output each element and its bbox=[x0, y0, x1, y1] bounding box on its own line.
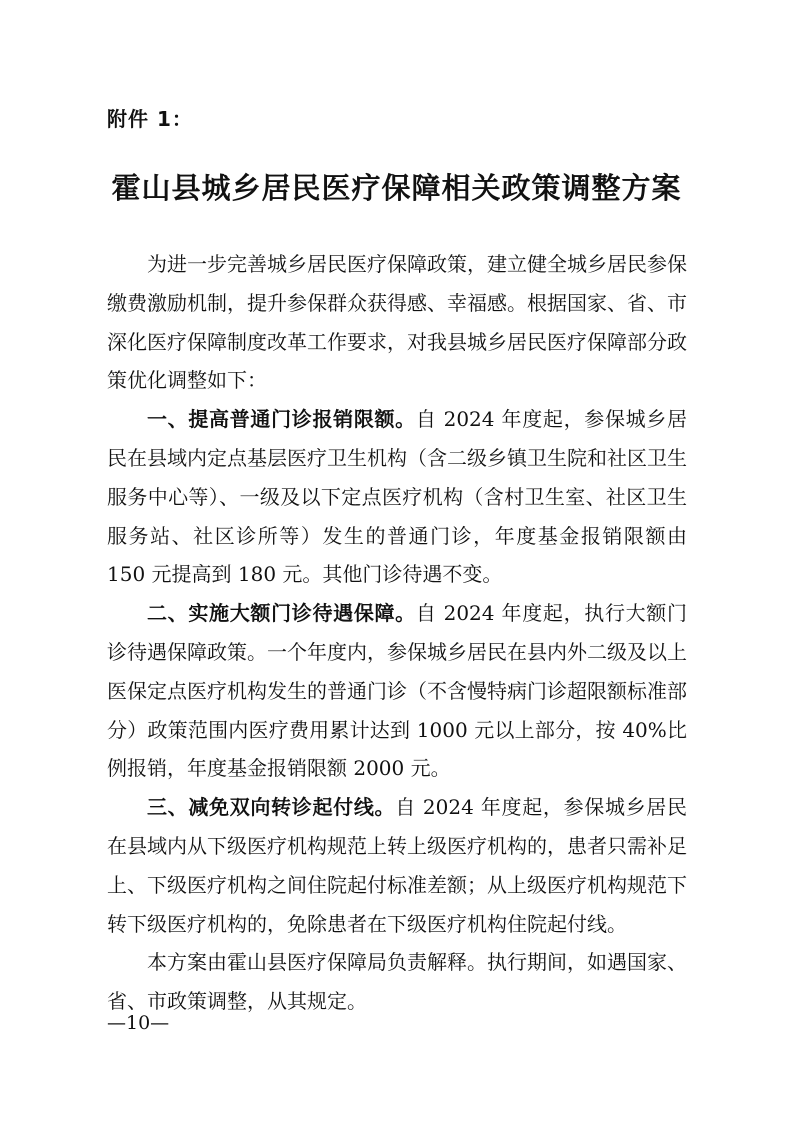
paragraph-section-2 bbox=[107, 594, 687, 788]
paragraph-section-3 bbox=[107, 788, 687, 943]
section-heading: 一、提高普通门诊报销限额。 bbox=[147, 407, 416, 432]
paragraph-text: 为进一步完善城乡居民医疗保障政策，建立健全城乡居民参保缴费激励机制，提升参保群众获得感、幸福感。根据国家、省、市深化医疗保障制度改革工作要求，对我县城乡居民医疗保障部分政策优化调整如下： bbox=[107, 252, 687, 393]
document-body bbox=[107, 245, 687, 1021]
document-title: 霍山县城乡居民医疗保障相关政策调整方案 bbox=[111, 171, 682, 205]
paragraph-text: 本方案由霍山县医疗保障局负责解释。执行期间，如遇国家、省、市政策调整，从其规定。 bbox=[107, 950, 687, 1014]
attachment-label: 附件 1： bbox=[107, 107, 193, 131]
paragraph-closing bbox=[107, 943, 687, 1021]
paragraph-text: 自 2024 年度起，参保城乡居民在县域内定点基层医疗卫生机构（含二级乡镇卫生院和社区卫生服务中心等）、一级及以下定点医疗机构（含村卫生室、社区卫生服务站、社区诊所等）发生的普通门诊，年度基金报销限额由 150 元提高到 180 元。其他门诊待遇不变。 bbox=[107, 407, 687, 587]
section-heading: 三、减免双向转诊起付线。 bbox=[147, 795, 396, 820]
paragraph-text: 自 2024 年度起，执行大额门诊待遇保障政策。一个年度内，参保城乡居民在县内外二级及以上医保定点医疗机构发生的普通门诊（不含慢特病门诊超限额标准部分）政策范围内医疗费用累计达到 1000 元以上部分，按 40%比例报销，年度基金报销限额 2000 元。 bbox=[107, 601, 687, 781]
page-number: —10— bbox=[107, 1012, 170, 1034]
paragraph-section-1 bbox=[107, 400, 687, 594]
paragraph-text: 自 2024 年度起，参保城乡居民在县域内从下级医疗机构规范上转上级医疗机构的，患者只需补足上、下级医疗机构之间住院起付标准差额；从上级医疗机构规范下转下级医疗机构的，免除患者在下级医疗机构住院起付线。 bbox=[107, 795, 687, 936]
paragraph-intro bbox=[107, 245, 687, 400]
section-heading: 二、实施大额门诊待遇保障。 bbox=[147, 601, 416, 626]
